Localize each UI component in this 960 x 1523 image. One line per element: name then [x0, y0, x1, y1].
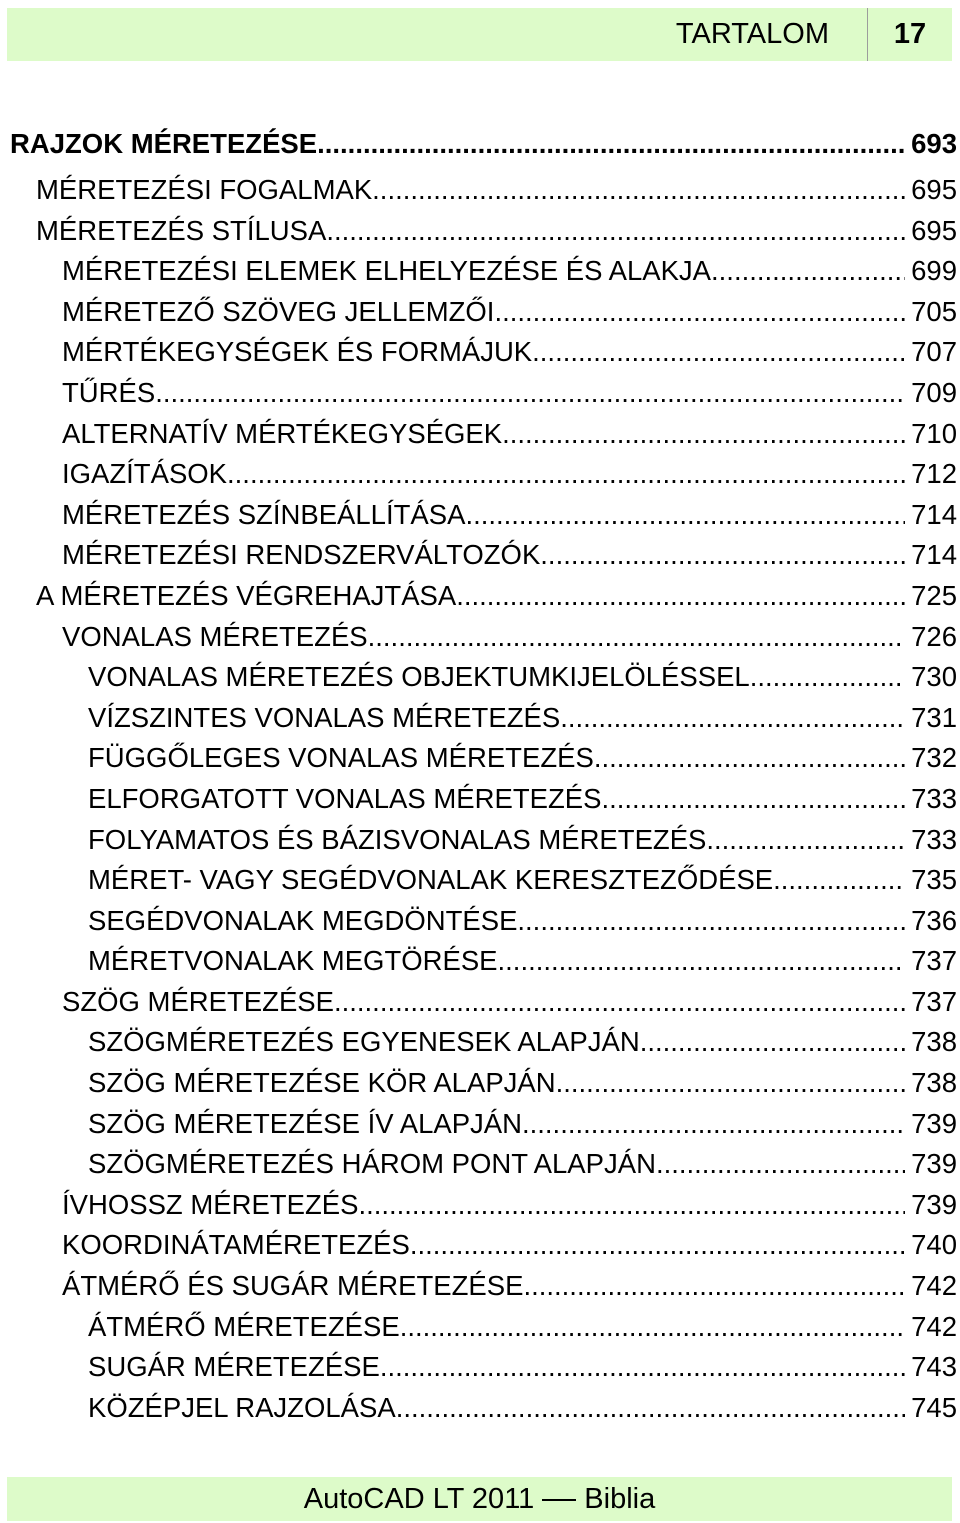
toc-entry-title: VÍZSZINTES VONALAS MÉRETEZÉS: [88, 701, 561, 733]
toc-entry-page: 726: [911, 620, 957, 652]
toc-entry: [0, 617, 960, 658]
toc-entry-page: 695: [911, 174, 957, 205]
toc-entry-title: MÉRETEZÉSI RENDSZERVÁLTOZÓK: [62, 539, 541, 571]
toc-leader-dots: [372, 170, 905, 211]
toc-entry-title: MÉRET- VAGY SEGÉDVONALAK KERESZTEZŐDÉSE: [88, 864, 774, 896]
toc-entry-page: 725: [911, 579, 957, 611]
toc-leader-dots: [540, 535, 905, 576]
toc-entry-title: SZÖGMÉRETEZÉS EGYENESEK ALAPJÁN: [88, 1026, 640, 1058]
toc-leader-dots: [560, 698, 905, 739]
toc-entry-title: MÉRETEZÉS STÍLUSA: [36, 214, 327, 246]
toc-entry-title: MÉRTÉKEGYSÉGEK ÉS FORMÁJUK: [62, 336, 533, 368]
toc-leader-dots: [523, 1266, 905, 1307]
toc-entry-page: 738: [911, 1026, 957, 1058]
toc-entry-page: 739: [911, 1188, 957, 1220]
toc-leader-dots: [640, 1022, 905, 1063]
toc-entry: [0, 860, 960, 901]
header-title: TARTALOM: [675, 18, 829, 50]
toc-entry: [0, 1185, 960, 1226]
toc-entry-page: 712: [911, 458, 957, 490]
toc-entry: [0, 1063, 960, 1104]
toc-entry: [0, 820, 960, 861]
toc-entry-title: IGAZÍTÁSOK: [62, 458, 228, 490]
toc-leader-dots: [410, 1225, 905, 1266]
toc-entry-page: 731: [911, 701, 957, 733]
toc-entry-page: 714: [911, 498, 957, 530]
page-footer: [7, 1477, 952, 1521]
toc-entry-title: SZÖG MÉRETEZÉSE KÖR ALAPJÁN: [88, 1067, 556, 1099]
toc-entry-title: KÖZÉPJEL RAJZOLÁSA: [88, 1391, 396, 1423]
toc-entry: [0, 414, 960, 455]
toc-entry-title: SZÖG MÉRETEZÉSE ÍV ALAPJÁN: [88, 1107, 522, 1139]
toc-entry: [0, 576, 960, 617]
toc-entry-page: 739: [911, 1107, 957, 1139]
toc-entry: [0, 1347, 960, 1388]
toc-entry-title: SEGÉDVONALAK MEGDÖNTÉSE: [88, 904, 518, 936]
toc-leader-dots: [601, 779, 905, 820]
toc-entry: [0, 1388, 960, 1429]
toc-entry: [0, 211, 960, 252]
toc-entry-title: ÁTMÉRŐ MÉRETEZÉSE: [88, 1310, 400, 1342]
toc-entry-title: ALTERNATÍV MÉRTÉKEGYSÉGEK: [62, 417, 503, 449]
toc-entry: [0, 332, 960, 373]
toc-entry: [0, 738, 960, 779]
toc-entry: [0, 373, 960, 414]
toc-leader-dots: [532, 332, 905, 373]
toc-leader-dots: [517, 901, 905, 942]
toc-entry-title: FÜGGŐLEGES VONALAS MÉRETEZÉS: [88, 742, 594, 774]
toc-entry-page: 738: [911, 1067, 957, 1099]
toc-entry-title: TŰRÉS: [62, 376, 156, 408]
toc-entry-title: ÁTMÉRŐ ÉS SUGÁR MÉRETEZÉSE: [62, 1270, 524, 1302]
toc-entry-title: MÉRETEZÉSI ELEMEK ELHELYEZÉSE ÉS ALAKJA: [62, 255, 712, 287]
toc-leader-dots: [773, 860, 905, 901]
toc-entry-page: 742: [911, 1310, 957, 1342]
header-page-number: 17: [867, 8, 952, 61]
toc-entry-page: 735: [911, 864, 957, 896]
toc-leader-dots: [706, 820, 905, 861]
toc-entry-title: KOORDINÁTAMÉRETEZÉS: [62, 1229, 410, 1261]
toc-leader-dots: [711, 251, 905, 292]
toc-entry-page: 693: [911, 128, 957, 159]
footer-dash: [542, 1499, 576, 1501]
toc-leader-dots: [656, 1144, 905, 1185]
footer-book-title: AutoCAD LT 2011: [303, 1483, 535, 1515]
toc-entry-title: MÉRETVONALAK MEGTÖRÉSE: [88, 945, 498, 977]
toc-entry-page: 709: [911, 376, 957, 408]
toc-leader-dots: [465, 495, 905, 536]
toc-entry-title: SZÖG MÉRETEZÉSE: [62, 985, 334, 1017]
toc-entry-title: VONALAS MÉRETEZÉS: [62, 620, 368, 652]
toc-entry: [0, 535, 960, 576]
toc-entry-page: 737: [911, 945, 957, 977]
toc-leader-dots: [522, 1104, 905, 1145]
toc-entry-title: MÉRETEZŐ SZÖVEG JELLEMZŐI: [62, 295, 495, 327]
toc-entry: [0, 1266, 960, 1307]
toc-entry-title: A MÉRETEZÉS VÉGREHAJTÁSA: [36, 579, 457, 611]
toc-entry: [0, 901, 960, 942]
toc-leader-dots: [750, 657, 905, 698]
toc-leader-dots: [358, 1185, 905, 1226]
page-header: [7, 8, 952, 61]
toc-leader-dots: [317, 124, 905, 165]
toc-entry: [0, 657, 960, 698]
toc-entry-page: 736: [911, 904, 957, 936]
toc-entry: [0, 495, 960, 536]
toc-entry-page: 745: [911, 1391, 957, 1423]
toc-entry-page: 730: [911, 661, 957, 693]
toc-leader-dots: [556, 1063, 906, 1104]
toc-leader-dots: [334, 982, 905, 1023]
toc-leader-dots: [368, 617, 905, 658]
toc-entry: [0, 1307, 960, 1348]
toc-entry-title: RAJZOK MÉRETEZÉSE: [10, 128, 318, 159]
toc-entry-page: 705: [911, 295, 957, 327]
toc-entry-page: 743: [911, 1351, 957, 1383]
toc-leader-dots: [400, 1307, 905, 1348]
toc-entry-title: MÉRETEZÉSI FOGALMAK: [36, 174, 373, 205]
toc-entry: [0, 1225, 960, 1266]
toc-entry-title: FOLYAMATOS ÉS BÁZISVONALAS MÉRETEZÉS: [88, 823, 707, 855]
toc-leader-dots: [326, 211, 905, 252]
toc-entry-page: 740: [911, 1229, 957, 1261]
toc-entry: [0, 982, 960, 1023]
toc-entry-page: 714: [911, 539, 957, 571]
toc-leader-dots: [227, 454, 905, 495]
toc-entry: [0, 170, 960, 211]
toc-entry: [0, 1144, 960, 1185]
toc-entry-page: 739: [911, 1148, 957, 1180]
toc-entry-title: ELFORGATOTT VONALAS MÉRETEZÉS: [88, 782, 602, 814]
toc-entry: [0, 941, 960, 982]
toc-entry: [0, 779, 960, 820]
toc-entry-page: 733: [911, 823, 957, 855]
toc-entry-title: VONALAS MÉRETEZÉS OBJEKTUMKIJELÖLÉSSEL: [88, 661, 750, 693]
toc-entry-page: 695: [911, 214, 957, 246]
toc-leader-dots: [380, 1347, 905, 1388]
toc-entry-title: SZÖGMÉRETEZÉS HÁROM PONT ALAPJÁN: [88, 1148, 656, 1180]
toc-entry-page: 737: [911, 985, 957, 1017]
toc-leader-dots: [396, 1388, 905, 1429]
toc-leader-dots: [498, 941, 906, 982]
toc-entry: [0, 454, 960, 495]
toc-entry-page: 707: [911, 336, 957, 368]
toc-leader-dots: [594, 738, 905, 779]
toc-entry-page: 742: [911, 1270, 957, 1302]
toc-leader-dots: [155, 373, 905, 414]
toc-leader-dots: [502, 414, 905, 455]
toc-entry: [0, 1104, 960, 1145]
toc-leader-dots: [494, 292, 905, 333]
toc-entry: [0, 292, 960, 333]
toc-entry-title: SUGÁR MÉRETEZÉSE: [88, 1351, 380, 1383]
toc-leader-dots: [456, 576, 905, 617]
toc-entry: [0, 698, 960, 739]
table-of-contents: [0, 124, 960, 1428]
toc-entry: [0, 1022, 960, 1063]
toc-entry-page: 699: [911, 255, 957, 287]
toc-entry-title: MÉRETEZÉS SZÍNBEÁLLÍTÁSA: [62, 498, 466, 530]
toc-entry-title: ÍVHOSSZ MÉRETEZÉS: [62, 1188, 359, 1220]
toc-entry-page: 710: [911, 417, 957, 449]
toc-entry-page: 733: [911, 782, 957, 814]
toc-entry-page: 732: [911, 742, 957, 774]
toc-entry: [0, 251, 960, 292]
footer-series: Biblia: [584, 1483, 656, 1515]
toc-entry: [0, 124, 960, 170]
